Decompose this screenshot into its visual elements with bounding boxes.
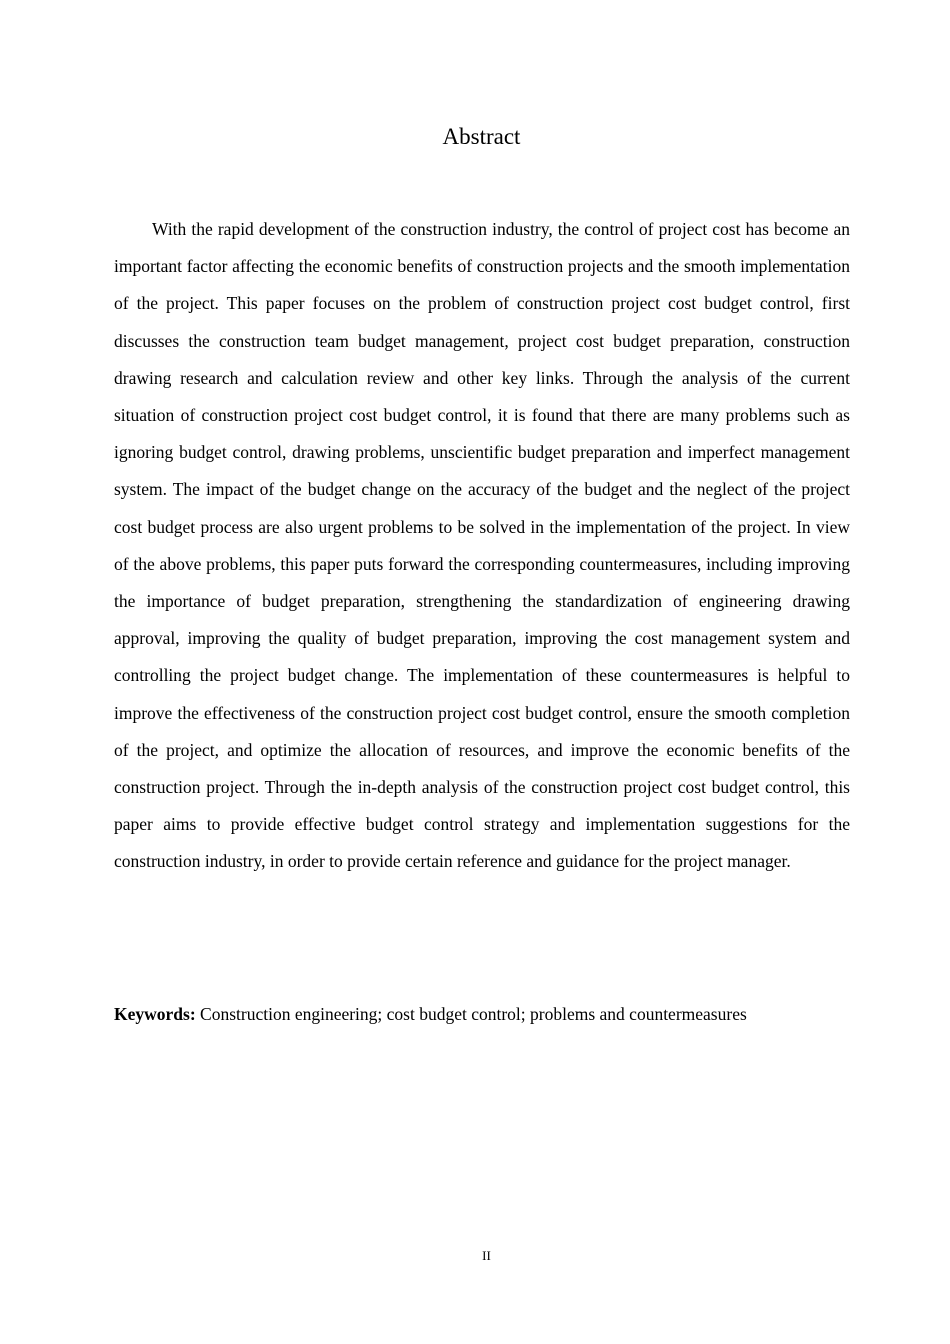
keywords-text: Construction engineering; cost budget control; problems and countermeasures [195,1004,747,1024]
abstract-title: Abstract [442,124,521,149]
keywords-label: Keywords: [114,1004,196,1024]
keywords-line [114,996,850,1033]
abstract-body: With the rapid development of the construction industry, the control of project cost has become an important factor affecting the economic benefits of construction projects and the smooth implementation of the project. This paper focuses on the problem of construction project cost budget control, first discusses the construction team budget management, project cost budget preparation, construction drawing research and calculation review and other key links. Through the analysis of the current situation of construction project cost budget control, it is found that there are many problems such as ignoring budget control, drawing problems, unscientific budget preparation and imperfect management system. The impact of the budget change on the accuracy of the budget and the neglect of the project cost budget process are also urgent problems to be solved in the implementation of the project. In view of the above problems, this paper puts forward the corresponding countermeasures, including improving the importance of budget preparation, strengthening the standardization of engineering drawing approval, improving the quality of budget preparation, improving the cost management system and controlling the project budget change. The implementation of these countermeasures is helpful to improve the effectiveness of the construction project cost budget control, ensure the smooth completion of the project, and optimize the allocation of resources, and improve the economic benefits of the construction project. Through the in-depth analysis of the construction project cost budget control, this paper aims to provide effective budget control strategy and implementation suggestions for the construction industry, in order to provide certain reference and guidance for the project manager. [114,219,850,872]
page-number: II [482,1248,491,1263]
